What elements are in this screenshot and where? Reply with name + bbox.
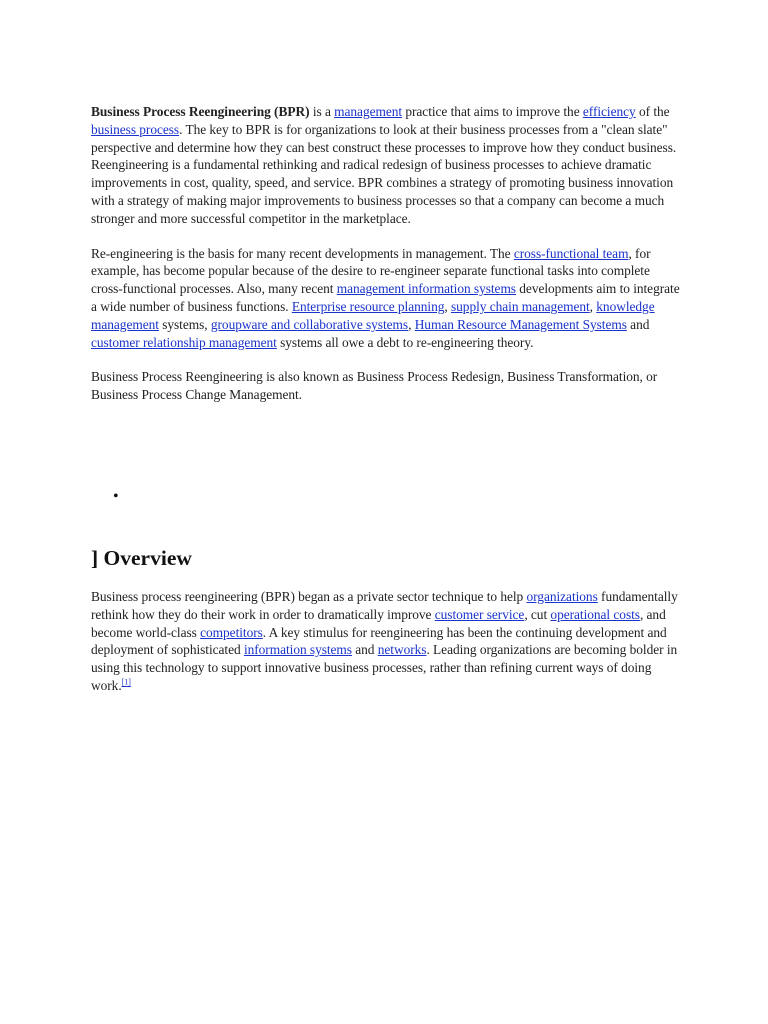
empty-bullet: •: [113, 488, 119, 505]
link-cross-functional-team[interactable]: cross-functional team: [513, 245, 629, 261]
link-enterprise-resource-planning[interactable]: Enterprise resource planning: [291, 298, 445, 314]
text-run: . A key stimulus for reengineering has been the continuing development and deployment of sophisticated: [91, 624, 667, 658]
link-efficiency[interactable]: efficiency: [582, 104, 636, 119]
intro-paragraph-1: [91, 103, 681, 228]
text-run: , for example, has become popular because of the desire to re-engineer separate functional tasks into complete cross-functional processes. Also, many recent: [91, 245, 651, 297]
intro-paragraph-2: [91, 245, 681, 352]
text-run: . Leading organizations are becoming bolder in using this technology to support innovative business processes, rather than refining current ways of doing work.: [91, 642, 678, 693]
text-run: and: [351, 642, 378, 658]
overview-paragraph: [91, 588, 683, 695]
footnote-link[interactable]: [1]: [121, 677, 131, 687]
text-run: Re-engineering is the basis for many recent developments in management. The: [91, 245, 514, 261]
text-run: , cut: [524, 606, 551, 622]
link-management[interactable]: management: [334, 104, 403, 119]
link-organizations[interactable]: organizations: [526, 589, 598, 604]
overview-section: [91, 588, 683, 695]
link-crm[interactable]: customer relationship management: [91, 334, 277, 350]
link-management-information-systems[interactable]: management information systems: [336, 281, 516, 297]
link-hrms[interactable]: Human Resource Management Systems: [414, 316, 627, 332]
text-run: ,: [589, 298, 597, 314]
article-body: [91, 103, 681, 404]
text-run: Business process reengineering (BPR) began as a private sector technique to help: [91, 589, 527, 604]
link-networks[interactable]: networks: [377, 642, 427, 658]
link-supply-chain-management[interactable]: supply chain management: [451, 298, 590, 314]
text-run: ,: [408, 316, 415, 332]
link-groupware[interactable]: groupware and collaborative systems: [210, 316, 409, 332]
link-operational-costs[interactable]: operational costs: [550, 606, 640, 622]
overview-heading: ] Overview: [91, 546, 192, 570]
link-business-process[interactable]: business process: [91, 121, 180, 137]
link-customer-service[interactable]: customer service: [434, 606, 525, 622]
intro-paragraph-3: Business Process Reengineering is also known as Business Process Redesign, Business Transformation, or Business Process Change Management.: [91, 369, 658, 403]
text-run: . The key to BPR is for organizations to look at their business processes from a "clean slate" perspective and determine how they can best construct these processes to improve how they conduct business. Reengineering is a fundamental rethinking and radical redesign of business processes to achieve dramatic improvements in cost, quality, speed, and service. BPR combines a strategy of promoting business innovation with a strategy of making major improvements to business processes so that a company can become a much stronger and more successful competitor in the marketplace.: [91, 121, 677, 226]
text-run: developments aim to integrate a wide number of business functions.: [91, 281, 680, 314]
bpr-term: Business Process Reengineering (BPR): [91, 104, 310, 119]
text-run: and: [626, 316, 650, 332]
text-run: is a: [309, 104, 335, 119]
text-run: , and become world-class: [91, 606, 666, 640]
link-information-systems[interactable]: information systems: [243, 642, 352, 658]
text-run: practice that aims to improve the: [402, 104, 583, 119]
text-run: systems,: [158, 316, 211, 332]
link-knowledge-management[interactable]: knowledge management: [91, 298, 655, 332]
link-competitors[interactable]: competitors: [200, 624, 263, 640]
text-run: of the: [635, 104, 670, 119]
text-run: ,: [444, 298, 451, 314]
text-run: fundamentally rethink how they do their work in order to dramatically improve: [91, 589, 678, 622]
text-run: systems all owe a debt to re-engineering theory.: [276, 334, 534, 350]
